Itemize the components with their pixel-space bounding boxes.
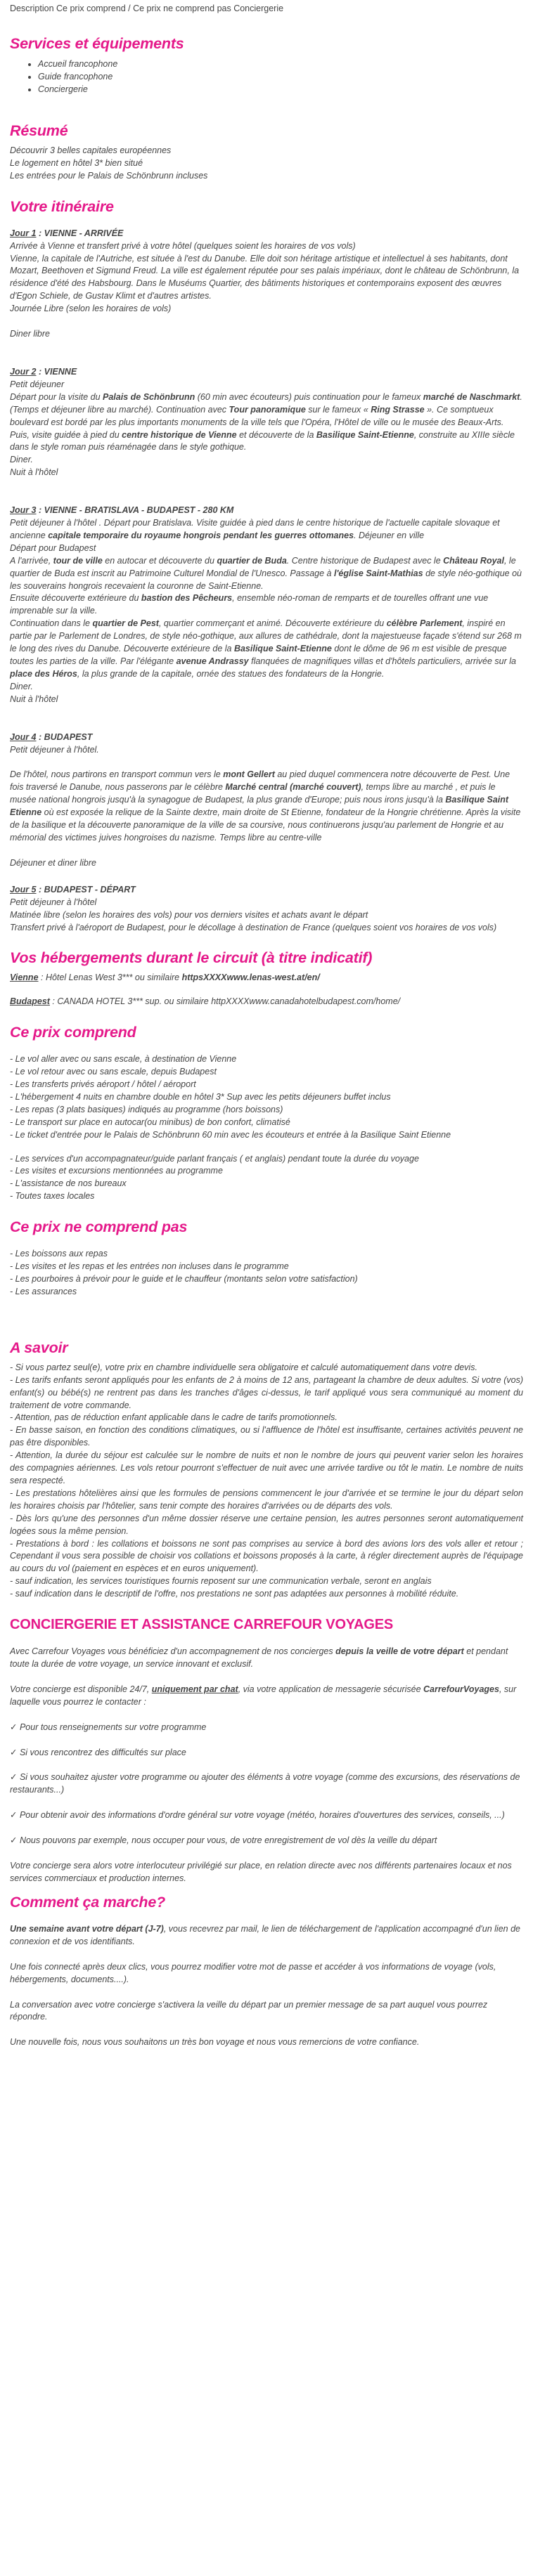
day-paragraph: Ensuite découverte extérieure du bastion des Pêcheurs, ensemble néo-roman de remparts et de tourelles offrant une vue imprenable sur la ville. (10, 593, 489, 616)
day-label: Jour 1 (10, 228, 37, 238)
day-body: Petit déjeuner à l'hôtel Matinée libre (selon les horaires des vols) pour vos derniers visites et achats avant le départ Transfert privé à l'aéroport de Budapest, pour le décollage à destination de France (quelques soient vos horaires de vos vols) (10, 897, 497, 932)
day-text: Départ pour Budapest (10, 542, 96, 553)
concierge-check-item: ✓ Pour tous renseignements sur votre programme (10, 1722, 207, 1732)
concierge-check-item: ✓ Pour obtenir avoir des informations d'ordre général sur votre voyage (météo, horaires d'ouvertures des services, conseils, ...) (10, 1810, 505, 1821)
day-paragraph: De l'hôtel, nous partirons en transport commun vers le mont Gellert au pied duquel commencera notre découverte de Pest. Une fois traversé le Danube, nous passerons par le célèbre Marché central (marché couvert), temps libre au marché , et puis le musée national hongrois jusqu'à la synagogue de Budapest, la plus grande d'Europe; puis nous irons jusqu'à la Basilique Saint Etienne où est exposée la relique de la Sainte dextre, main droite de St Etienne, fondateur de la Hongrie chrétienne. Après la visite de la basilique et la découverte panoramique de la ville de sa coursive, nous continuerons jusqu'au parlement de Hongrie et au mémorial des victimes juives hongroises du nazisme. Temps libre au centre-ville (10, 769, 521, 843)
resume-line: Découvrir 3 belles capitales européennes (10, 145, 172, 155)
day-night: Nuit à l'hôtel (10, 467, 58, 478)
day-dinner: Déjeuner et diner libre (10, 857, 96, 868)
concierge-check-item: ✓ Si vous souhaitez ajuster votre programme ou ajouter des éléments à votre voyage (comme des excursions, des réservations de restaurants...) (10, 1772, 520, 1795)
day-title: : BUDAPEST - DÉPART (36, 884, 136, 895)
how-it-works-step: Une fois connecté après deux clics, vous pourrez modifier votre mot de passe et accéder à vos informations de voyage (vols, hébergements, documents....). (10, 1961, 496, 1984)
concierge-check-item: ✓ Si vous rencontrez des difficultés sur place (10, 1747, 186, 1757)
resume-title: Résumé (10, 122, 68, 139)
day-night: Nuit à l'hôtel (10, 694, 58, 704)
description-line: Description Ce prix comprend / Ce prix ne comprend pas Conciergerie (10, 4, 284, 13)
day-body: Arrivée à Vienne et transfert privé à votre hôtel (quelques soient les horaires de vos vols) Vienne, la capitale de l'Autriche, est située à l'est du Danube. Elle doit son héritage artistique et intellectuel à ses habitants, dont Mozart, Beethoven et Sigmund Freud. La ville est également réputée pour ses palais impériaux, dont le château de Schönbrunn, la résidence d'été des Habsbourg. Dans le Muséums Quartier, des bâtiments historiques et contemporains exposent des œuvres d'Egon Schiele, de Gustav Klimt et d'autres artistes. Journée Libre (selon les horaires de vols) (10, 240, 520, 314)
services-item: • Guide francophone (38, 70, 523, 83)
concierge-note: Votre concierge sera alors votre interlocuteur privilégié sur place, en relation directe avec nos différents partenaires locaux et nos services commerciaux et production internes. (10, 1861, 512, 1883)
hotel-link[interactable]: httpsXXXXwww.lenas-west.at/en/ (181, 972, 320, 983)
day-title: : BUDAPEST (36, 731, 93, 742)
day-4 (10, 731, 523, 870)
itinerary-title: Votre itinéraire (10, 197, 114, 215)
concierge-intro: Avec Carrefour Voyages vous bénéficiez d'un accompagnement de nos concierges depuis la veille de votre départ et pendant toute la durée de votre voyage, un service innovant et exclusif. (10, 1646, 508, 1669)
services-list (10, 58, 523, 96)
city-label: Budapest (10, 996, 50, 1007)
closing-note: Une nouvelle fois, nous vous souhaitons un très bon voyage et nous vous remercions de votre confiance. (10, 2037, 420, 2048)
resume-line: Les entrées pour le Palais de Schönbrunn incluses (10, 170, 208, 181)
concierge-title: CONCIERGERIE ET ASSISTANCE CARREFOUR VOYAGES (10, 1617, 393, 1633)
day-dinner: Diner libre (10, 329, 50, 339)
day-label: Jour 3 (10, 505, 37, 516)
good-to-know-list: - Si vous partez seul(e), votre prix en chambre individuelle sera obligatoire et calculé automatiquement dans votre devis. - Les tarifs enfants seront appliqués pour les enfants de 2 à moins de 12 ans, partageant la chambre de deux adultes. Si votre (vos) enfant(s) ou bébé(s) ne rentrent pas dans les tranches d'âges ci-dessus, le tarif appliqué vous sera communiqué au moment du traitement de votre commande. - Attention, pas de réduction enfant applicable dans le cadre de tarifs promotionnels. - En basse saison, en fonction des conditions climatiques, ou si l'affluence de l'hôtel est insuffisante, certaines activités peuvent ne pas être disponibles. - Attention, la durée du séjour est calculée sur le nombre de nuits et non le nombre de jours qui peuvent varier selon les horaires des compagnies aériennes. Les vols retour pourront s'effectuer de nuit avec une arrivée tardive ou tôt le matin. Le nombre de nuits sera respecté. - Les prestations hôtelières ainsi que les formules de pensions commencent le jour d'arrivée et se termine le jour du départ selon les horaires choisis par l'hôtelier, sans tenir compte des horaires d'arrivées ou de départs des vols. - Dès lors qu'une des personnes d'un même dossier réserve une certaine pension, les autres personnes seront automatiquement logées sous la même pension. - Prestations à bord : les collations et boissons ne sont pas comprises au service à bord des avions lors des vols aller et retour ; Cependant il vous sera possible de choisir vos collations et boissons proposés à la carte, à régler directement auprès de l'équipage au cours du vol (paiement en espèces et en euros uniquement). - sauf indication, les services touristiques fournis reposent sur une communication verbale, seront en anglais - sauf indication dans le descriptif de l'offre, nos prestations ne sont pas adaptées aux personnes à mobilité réduite. (10, 1362, 523, 1599)
concierge-availability: Votre concierge est disponible 24/7, uniquement par chat, via votre application de messagerie sécurisée CarrefourVoyages, sur laquelle vous pourrez le contacter : (10, 1684, 517, 1707)
concierge-check-item: ✓ Nous pouvons par exemple, nous occuper pour vous, de votre enregistrement de vol dès la veille du départ (10, 1835, 437, 1846)
includes-list: - Le vol aller avec ou sans escale, à destination de Vienne - Le vol retour avec ou sans escale, depuis Budapest - Les transferts privés aéroport / hôtel / aéroport - L'hébergement 4 nuits en chambre double en hôtel 3* Sup avec les petits déjeuners buffet inclus - Les repas (3 plats basiques) indiqués au programme (hors boissons) - Le transport sur place en autocar(ou minibus) de bon confort, climatisé - Le ticket d'entrée pour le Palais de Schönbrunn 60 min avec les écouteurs et entrée à la Basilique Saint Etienne (10, 1054, 451, 1140)
day-1 (10, 228, 523, 341)
day-title: : VIENNE (36, 366, 77, 377)
includes-list-2: - Les services d'un accompagnateur/guide parlant français ( et anglais) pendant toute la durée du voyage - Les visites et excursions mentionnées au programme - L'assistance de nos bureaux - Toutes taxes locales (10, 1153, 419, 1202)
services-title: Services et équipements (10, 35, 184, 52)
good-to-know-title: A savoir (10, 1339, 68, 1356)
accommodation-title: Vos hébergements durant le circuit (à titre indicatif) (10, 949, 373, 967)
day-label: Jour 2 (10, 366, 37, 377)
day-paragraph: A l'arrivée, tour de ville en autocar et découverte du quartier de Buda. Centre historique de Budapest avec le Château Royal, le quartier de Buda est inscrit au Patrimoine Culturel Mondial de l'Unesco. Passage à l'église Saint-Mathias de style néo-gothique où les souverains hongrois recevaient la couronne de Saint-Etienne. (10, 555, 522, 591)
day-5 (10, 884, 523, 935)
day-paragraph: Départ pour la visite du Palais de Schönbrunn (60 min avec écouteurs) puis continuation pour le fameux marché de Naschmarkt. (Temps et déjeuner libre au marché). Continuation avec Tour panoramique sur le fameux « Ring Strasse ». Ce somptueux boulevard est bordé par les plus importants monuments de la ville tels que l'Opéra, l'Hôtel de ville ou le musée des Beaux-Arts. Puis, visite guidée à pied du centre historique de Vienne et découverte de la Basilique Saint-Etienne, construite au XIIIe siècle dans le style roman puis réaménagée dans le style gothique. (10, 391, 522, 453)
accommodation-budapest: Budapest : CANADA HOTEL 3*** sup. ou similaire httpXXXXwww.canadahotelbudapest.com/home/ (10, 996, 401, 1007)
includes-title: Ce prix comprend (10, 1024, 136, 1041)
day-dinner: Diner. (10, 681, 33, 691)
services-item: • Conciergerie (38, 83, 523, 96)
day-paragraph: Petit déjeuner à l'hôtel . Départ pour Bratislava. Visite guidée à pied dans le centre historique de l'actuelle capitale slovaque et ancienne capitale temporaire du royaume hongrois pendant les guerres ottomanes. Déjeuner en ville (10, 518, 500, 540)
resume-line: Le logement en hôtel 3* bien situé (10, 157, 143, 168)
how-it-works-step: Une semaine avant votre départ (J-7), vous recevrez par mail, le lien de téléchargement de l'application accompagné d'un lien de connexion et de vos identifiants. (10, 1923, 520, 1946)
services-item: • Accueil francophone (38, 58, 523, 70)
excludes-list: - Les boissons aux repas - Les visites et les repas et les entrées non incluses dans le programme - Les pourboires à prévoir pour le guide et le chauffeur (montants selon votre satisfaction) - Les assurances (10, 1249, 358, 1296)
day-title: : VIENNE - ARRIVÉE (36, 228, 124, 238)
day-text: Petit déjeuner à l'hôtel. (10, 744, 99, 755)
excludes-title: Ce prix ne comprend pas (10, 1218, 188, 1236)
day-dinner: Diner. (10, 455, 33, 465)
day-label: Jour 4 (10, 731, 37, 742)
day-label: Jour 5 (10, 884, 37, 895)
how-it-works-step: La conversation avec votre concierge s'activera la veille du départ par un premier message de sa part auquel vous pourrez répondre. (10, 1999, 488, 2022)
day-paragraph: Continuation dans le quartier de Pest, quartier commerçant et animé. Découverte extérieure du célèbre Parlement, inspiré en partie par le Parlement de Londres, de style néo-gothique, aux allures de cathédrale, dont la majestueuse façade s'étend sur 268 m le long des rives du Danube. Découverte extérieure de la Basilique Saint-Etienne dont le dôme de 96 m est visible de presque toutes les parties de la ville. Par l'élégante avenue Andrassy flanquées de magnifiques villas et d'hôtels particuliers, arrivée sur la place des Héros, la plus grande de la capitale, ornée des statues des fondateurs de la Hongrie. (10, 618, 522, 679)
accommodation-vienne: Vienne : Hôtel Lenas West 3*** ou similaire httpsXXXXwww.lenas-west.at/en/ (10, 972, 320, 983)
day-2 (10, 366, 523, 479)
day-3 (10, 505, 523, 706)
resume-text (10, 145, 523, 183)
city-label: Vienne (10, 972, 39, 983)
day-text: Petit déjeuner (10, 379, 65, 389)
how-it-works-title: Comment ça marche? (10, 1893, 166, 1911)
day-title: : VIENNE - BRATISLAVA - BUDAPEST - 280 KM (36, 505, 234, 516)
